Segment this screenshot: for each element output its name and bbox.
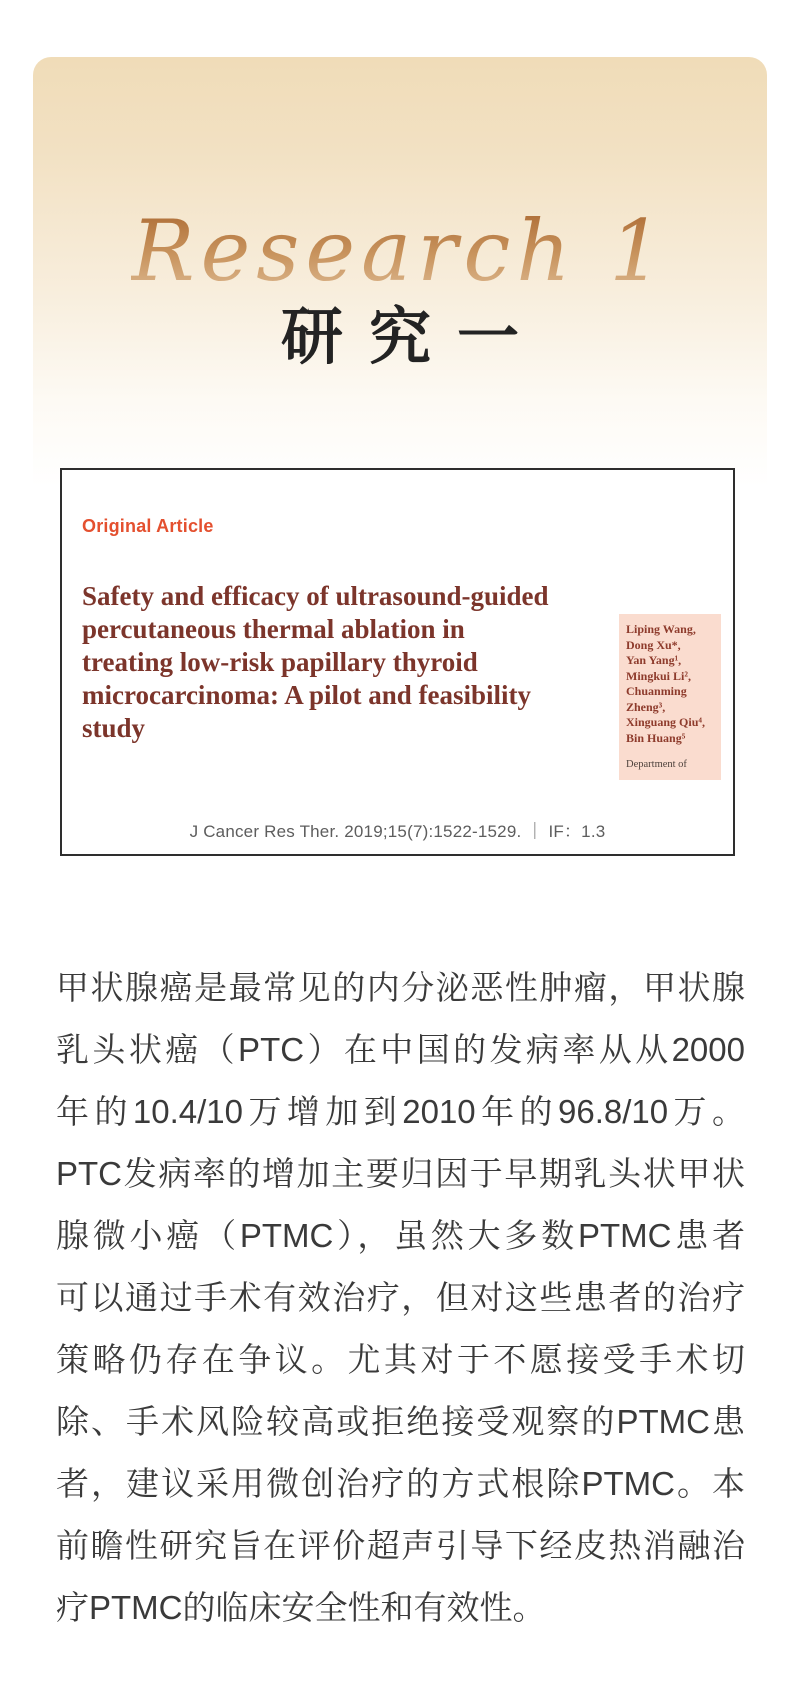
original-article-label: Original Article	[82, 516, 214, 536]
paper-title-line: percutaneous thermal ablation in	[82, 614, 465, 644]
paragraph-line: 年的10.4/10万增加到2010年的96.8/10万。	[56, 1093, 745, 1130]
paper-title-line: microcarcinoma: A pilot and feasibility	[82, 680, 531, 710]
paragraph-line: 除、手术风险较高或拒绝接受观察的PTMC患	[56, 1403, 745, 1440]
paragraph-line: 前瞻性研究旨在评价超声引导下经皮热消融治	[56, 1527, 745, 1564]
paper-title-line: treating low-risk papillary thyroid	[82, 647, 478, 677]
paragraph-line: PTC发病率的增加主要归因于早期乳头状甲状	[56, 1155, 745, 1192]
author-name: Yan Yang¹,	[626, 653, 682, 667]
author-name: Liping Wang,	[626, 622, 696, 636]
paragraph-line: 甲状腺癌是最常见的内分泌恶性肿瘤，甲状腺	[56, 969, 745, 1006]
paragraph-line: 可以通过手术有效治疗，但对这些患者的治疗	[56, 1279, 745, 1316]
journal-article-card	[60, 468, 735, 856]
author-box	[619, 614, 721, 780]
author-name: Dong Xu*,	[626, 637, 681, 652]
research-script-title-text: Research 1	[131, 202, 669, 300]
author-name: Xinguang Qiu⁴,	[626, 715, 705, 729]
author-name: Chuanming Zheng³,	[626, 684, 687, 714]
author-name: Mingkui Li²,	[626, 668, 691, 683]
gradient-header-panel	[33, 57, 767, 487]
citation-line: J Cancer Res Ther. 2019;15(7):1522-1529. ｜ IF：1.3	[189, 822, 606, 841]
paragraph-line: 乳头状癌（PTC）在中国的发病率从从2000	[56, 1031, 745, 1068]
author-name: Bin Huang⁵	[626, 730, 686, 745]
paragraph-line: 腺微小癌（PTMC），虽然大多数PTMC患者	[56, 1217, 745, 1254]
intro-paragraph	[56, 957, 745, 1639]
paper-title	[82, 580, 587, 745]
research-script-title	[33, 202, 767, 300]
paper-title-line: study	[82, 713, 146, 743]
paragraph-line: 策略仍存在争议。尤其对于不愿接受手术切	[56, 1341, 745, 1378]
affiliation-text: Department of	[626, 759, 687, 770]
paragraph-line: 者，建议采用微创治疗的方式根除PTMC。本	[56, 1465, 745, 1502]
research-cn-title: 研究一	[280, 304, 545, 372]
paragraph-line: 疗PTMC的临床安全性和有效性。	[56, 1589, 546, 1626]
paper-title-line: Safety and efficacy of ultrasound-guided	[82, 581, 549, 611]
